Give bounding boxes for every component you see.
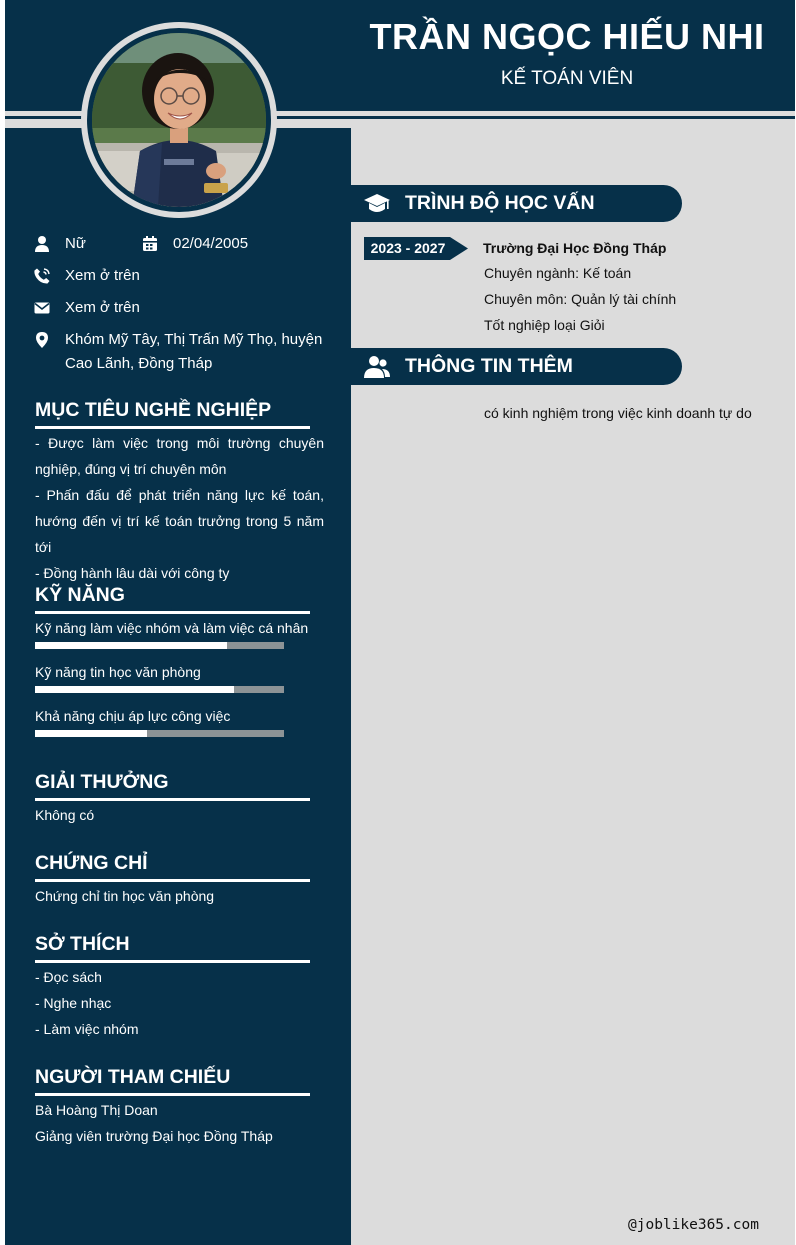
extra-header xyxy=(351,348,682,385)
skill-label: Khả năng chịu áp lực công việc xyxy=(35,708,231,724)
skill-bar xyxy=(35,730,284,737)
skill-label: Kỹ năng tin học văn phòng xyxy=(35,664,201,680)
hobbies-rule xyxy=(35,960,310,963)
skill-bar xyxy=(35,642,284,649)
skills-rule xyxy=(35,611,310,614)
skill-bar-fill xyxy=(35,642,227,649)
education-title: TRÌNH ĐỘ HỌC VẤN xyxy=(405,192,595,214)
hobby-item: - Nghe nhạc xyxy=(35,995,112,1011)
certificates-rule xyxy=(35,879,310,882)
address-line-1: Khóm Mỹ Tây, Thị Trấn Mỹ Thọ, huyện xyxy=(65,331,323,348)
hobby-item: - Làm việc nhóm xyxy=(35,1021,139,1037)
skill-bar-fill xyxy=(35,730,147,737)
references-rule xyxy=(35,1093,310,1096)
certificates-text: Chứng chỉ tin học văn phòng xyxy=(35,888,215,904)
education-school: Trường Đại Học Đồng Tháp xyxy=(483,240,667,256)
objective-text xyxy=(35,430,324,586)
job-title: KẾ TOÁN VIÊN xyxy=(500,68,634,89)
address-line-2: Cao Lãnh, Đồng Tháp xyxy=(65,355,213,372)
hobby-item: - Đọc sách xyxy=(35,969,102,985)
avatar-frame xyxy=(81,22,277,218)
objective-title: MỤC TIÊU NGHỀ NGHIỆP xyxy=(35,399,272,421)
awards-text: Không có xyxy=(35,807,95,823)
certificates-title: CHỨNG CHỈ xyxy=(35,852,148,874)
map-pin-icon xyxy=(33,331,51,349)
phone: Xem ở trên xyxy=(65,267,140,284)
education-years-tag xyxy=(364,237,468,260)
extra-title: THÔNG TIN THÊM xyxy=(405,355,573,377)
references-title: NGƯỜI THAM CHIẾU xyxy=(35,1066,231,1088)
calendar-icon xyxy=(141,235,159,253)
skill-bar xyxy=(35,686,284,693)
users-icon xyxy=(363,354,391,380)
resume-page xyxy=(5,0,795,1245)
education-grade: Tốt nghiệp loại Giỏi xyxy=(484,317,605,333)
extra-text: có kinh nghiệm trong việc kinh doanh tự do xyxy=(484,405,752,421)
hobbies-title: SỞ THÍCH xyxy=(35,933,130,955)
awards-title: GIẢI THƯỞNG xyxy=(35,771,169,793)
phone-icon xyxy=(33,267,51,285)
education-years: 2023 - 2027 xyxy=(370,240,446,256)
objective-rule xyxy=(35,426,310,429)
email: Xem ở trên xyxy=(65,299,140,316)
awards-rule xyxy=(35,798,310,801)
reference-position: Giảng viên trường Đại học Đồng Tháp xyxy=(35,1128,273,1144)
skill-bar-fill xyxy=(35,686,234,693)
objective-line: - Phấn đấu để phát triển năng lực kế toán, hướng đến vị trí kế toán trưởng trong 5 năm tới xyxy=(35,487,324,555)
graduation-cap-icon xyxy=(363,191,391,217)
candidate-name: TRẦN NGỌC HIẾU NHI xyxy=(369,16,765,57)
education-header xyxy=(351,185,682,222)
watermark: @joblike365.com xyxy=(628,1217,759,1233)
user-icon xyxy=(33,235,51,253)
skills-title: KỸ NĂNG xyxy=(35,584,125,606)
objective-line: - Đồng hành lâu dài với công ty xyxy=(35,565,230,581)
education-specialty: Chuyên môn: Quản lý tài chính xyxy=(484,291,677,307)
reference-name: Bà Hoàng Thị Doan xyxy=(35,1102,158,1118)
objective-line: - Được làm việc trong môi trường chuyên nghiệp, đúng vị trí chuyên môn xyxy=(35,435,324,477)
education-major: Chuyên ngành: Kế toán xyxy=(484,265,632,281)
gender: Nữ xyxy=(65,235,86,252)
envelope-icon xyxy=(33,299,51,317)
skill-label: Kỹ năng làm việc nhóm và làm việc cá nhân xyxy=(35,620,309,636)
birthday: 02/04/2005 xyxy=(173,235,249,252)
avatar xyxy=(92,33,266,207)
